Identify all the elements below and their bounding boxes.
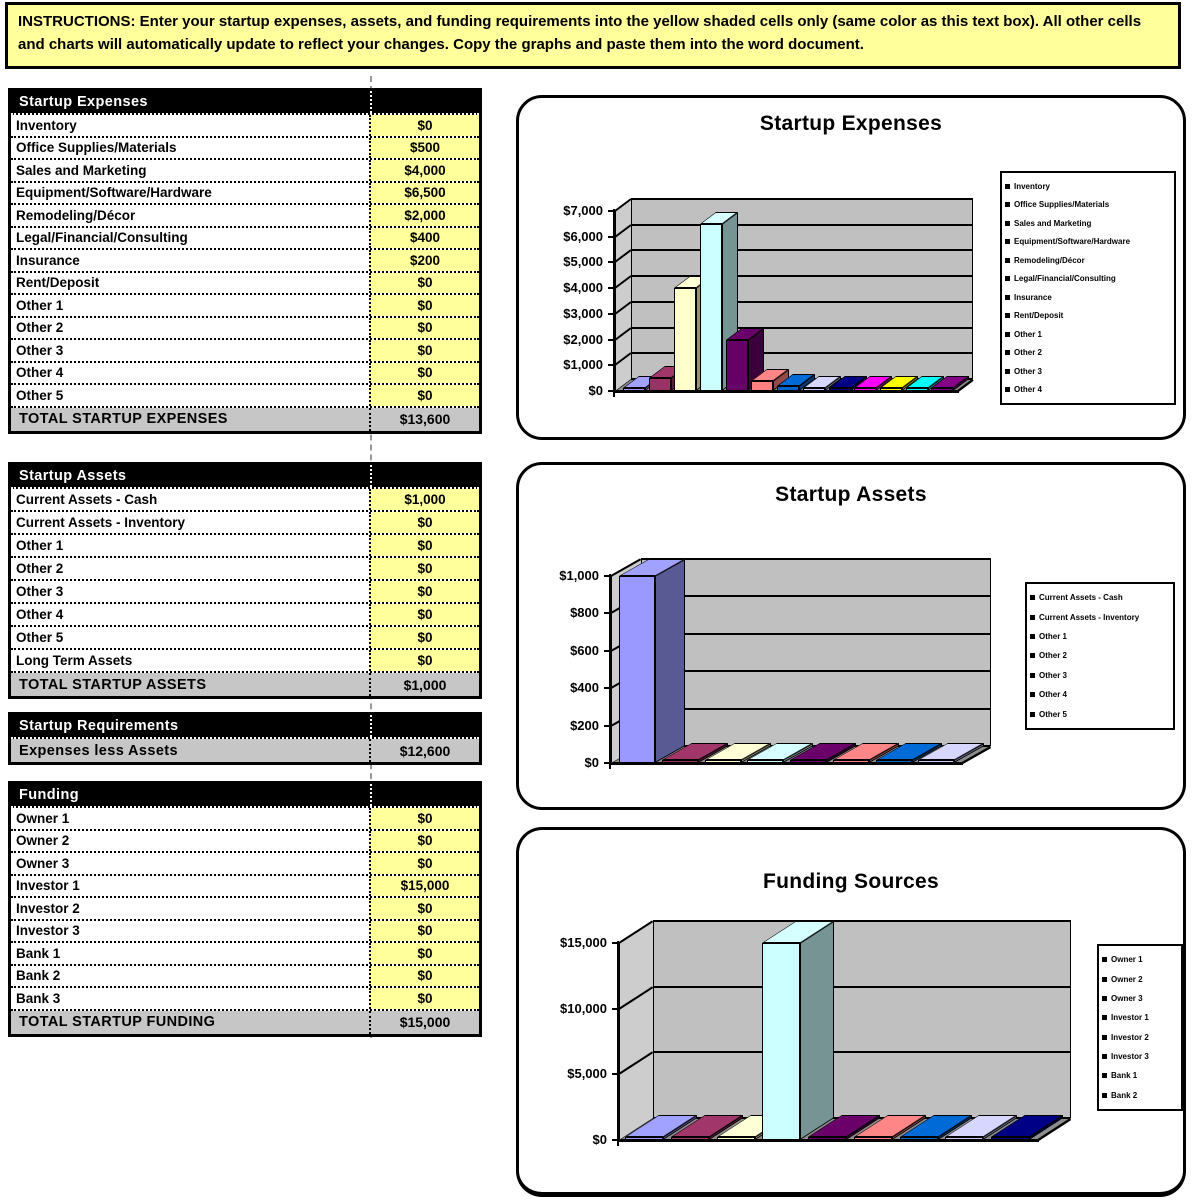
legend-label: Current Assets - Inventory: [1039, 612, 1140, 622]
y-axis-label: $200: [570, 717, 599, 733]
legend-marker-icon: [1030, 692, 1035, 697]
bar-equipment-software-hardware: [700, 224, 722, 391]
legend-item: [1030, 671, 1170, 680]
table-total-row: [11, 673, 479, 696]
input-cell[interactable]: $0: [369, 831, 479, 852]
x-axis-line: [613, 391, 959, 393]
table-header-divider: [370, 465, 372, 487]
legend-label: Inventory: [1014, 181, 1051, 191]
legend-label: Remodeling/Décor: [1014, 255, 1085, 265]
gridline: [653, 920, 1071, 922]
data-table: [8, 781, 482, 1037]
legend-marker-icon: [1005, 276, 1010, 281]
row-label: Other 5: [16, 630, 64, 645]
input-cell[interactable]: $0: [369, 535, 479, 556]
legend-label: Other 1: [1014, 329, 1043, 339]
bar-sales-and-marketing: [674, 288, 696, 391]
table-header-divider: [370, 715, 372, 737]
y-axis-label: $1,000: [559, 568, 599, 583]
table-header: [11, 465, 479, 489]
bar-bank-2: [945, 1137, 983, 1140]
x-axis-line: [609, 763, 963, 765]
legend-marker-icon: [1030, 712, 1035, 717]
legend-marker-icon: [1005, 221, 1010, 226]
bar-side-investor-1: [800, 921, 834, 1140]
legend-item: [1005, 293, 1171, 302]
chart-legend: [1000, 171, 1176, 405]
chart-title: Startup Expenses: [759, 112, 943, 135]
input-cell[interactable]: $0: [369, 898, 479, 919]
table-header-label: Startup Assets: [19, 468, 127, 484]
legend-marker-icon: [1030, 595, 1035, 600]
legend-label: Owner 2: [1111, 974, 1143, 984]
row-label: Bank 1: [16, 945, 61, 961]
chart-panel[interactable]: [516, 827, 1186, 1197]
table-row: [11, 921, 479, 944]
row-label: Owner 1: [16, 810, 70, 826]
legend-label: Owner 3: [1111, 993, 1143, 1003]
bar-office-supplies-materials: [649, 378, 671, 391]
bar-insurance: [777, 386, 799, 391]
bar-legal-financial-consulting: [751, 381, 773, 391]
legend-marker-icon: [1102, 1054, 1107, 1059]
table-header-divider: [370, 91, 372, 113]
bar-other-5: [931, 388, 953, 391]
input-cell[interactable]: $0: [369, 385, 479, 406]
chart-side-wall: [619, 921, 653, 1140]
table-header-label: Startup Expenses: [19, 94, 148, 110]
chart-panel[interactable]: [516, 95, 1186, 440]
gridline: [641, 595, 991, 597]
legend-label: Legal/Financial/Consulting: [1014, 274, 1116, 284]
legend-marker-icon: [1005, 202, 1010, 207]
input-cell[interactable]: $0: [369, 808, 479, 829]
chart-plot: [519, 830, 1183, 1192]
input-cell[interactable]: $0: [369, 273, 479, 294]
legend-marker-icon: [1005, 350, 1010, 355]
legend-item: [1005, 219, 1171, 228]
input-cell[interactable]: $4,000: [369, 160, 479, 181]
y-axis-line: [613, 209, 615, 397]
input-cell[interactable]: $400: [369, 228, 479, 249]
legend-marker-icon: [1030, 634, 1035, 639]
legend-label: Other 3: [1039, 670, 1068, 680]
legend-label: Other 2: [1014, 348, 1043, 358]
row-label: Legal/Financial/Consulting: [16, 230, 188, 246]
total-label: TOTAL STARTUP FUNDING: [19, 1014, 216, 1030]
gridline: [631, 198, 973, 200]
table-row: [11, 831, 479, 854]
legend-label: Equipment/Software/Hardware: [1014, 237, 1131, 247]
legend-item: [1102, 975, 1178, 984]
legend-item: [1102, 1091, 1178, 1100]
legend-item: [1005, 200, 1171, 209]
row-label: Insurance: [16, 252, 80, 268]
input-cell[interactable]: $0: [369, 512, 479, 533]
bar-bank-1: [900, 1137, 938, 1140]
row-label: Sales and Marketing: [16, 162, 147, 178]
y-axis-label: $800: [570, 605, 599, 621]
table-row: [11, 627, 479, 650]
total-value: $15,000: [369, 1011, 479, 1034]
input-cell[interactable]: $6,500: [369, 183, 479, 204]
legend-item: [1102, 1033, 1178, 1042]
table-row: [11, 943, 479, 966]
data-table: [8, 712, 482, 765]
legend-item: [1102, 1052, 1178, 1061]
legend-item: [1005, 330, 1171, 339]
table-header-label: Funding: [19, 787, 79, 803]
data-table: [8, 462, 482, 699]
legend-marker-icon: [1102, 1015, 1107, 1020]
bar-bank-3: [991, 1137, 1029, 1140]
input-cell[interactable]: $0: [369, 650, 479, 671]
legend-item: [1102, 994, 1178, 1003]
y-axis-label: $15,000: [560, 935, 607, 950]
table-row: [11, 581, 479, 604]
row-label: Equipment/Software/Hardware: [16, 185, 212, 201]
bar-other-5: [876, 760, 912, 763]
legend-item: [1005, 182, 1171, 191]
table-row: [11, 535, 479, 558]
y-axis-line: [617, 941, 619, 1146]
chart-back-wall: [653, 921, 1071, 1118]
table-row: [11, 250, 479, 273]
legend-item: [1030, 613, 1170, 622]
table-row: [11, 558, 479, 581]
legend-item: [1102, 1071, 1178, 1080]
bar-other-3: [790, 760, 826, 763]
gridline: [641, 633, 991, 635]
bar-current-assets-cash: [619, 576, 655, 763]
bar-investor-2: [808, 1137, 846, 1140]
legend-marker-icon: [1005, 387, 1010, 392]
input-cell[interactable]: $0: [369, 853, 479, 874]
total-label: Expenses less Assets: [19, 742, 179, 759]
input-cell[interactable]: $500: [369, 138, 479, 159]
y-axis-label: $3,000: [563, 305, 603, 321]
bar-owner-2: [671, 1137, 709, 1140]
table-row: [11, 489, 479, 512]
chart-legend: [1097, 944, 1183, 1111]
row-label: Other 4: [16, 607, 64, 622]
row-label: Owner 2: [16, 833, 70, 849]
y-axis-line: [609, 574, 611, 769]
row-label: Other 5: [16, 387, 64, 403]
x-axis-line: [617, 1140, 1039, 1142]
row-label: Other 4: [16, 365, 64, 381]
legend-item: [1030, 710, 1170, 719]
row-label: Bank 3: [16, 990, 61, 1006]
bar-inventory: [623, 388, 645, 391]
y-axis-label: $0: [592, 1132, 607, 1147]
gridline: [641, 708, 991, 710]
table-row: [11, 604, 479, 627]
legend-label: Other 2: [1039, 651, 1068, 661]
y-axis-label: $400: [570, 680, 599, 696]
table-rows: [11, 115, 479, 408]
legend-item: [1030, 593, 1170, 602]
input-cell[interactable]: $0: [369, 921, 479, 942]
table-header: [11, 715, 479, 739]
bar-rent-deposit: [803, 388, 825, 391]
legend-marker-icon: [1030, 653, 1035, 658]
gridline: [631, 249, 973, 251]
table-row: [11, 273, 479, 296]
legend-label: Rent/Deposit: [1014, 311, 1064, 321]
bar-other-4: [906, 388, 928, 391]
table-row: [11, 115, 479, 138]
bar-other-1: [829, 388, 851, 391]
legend-label: Investor 1: [1111, 1013, 1149, 1023]
bar-other-2: [747, 760, 783, 763]
input-cell[interactable]: $15,000: [369, 876, 479, 897]
table-row: [11, 205, 479, 228]
gridline: [641, 670, 991, 672]
legend-marker-icon: [1005, 184, 1010, 189]
input-cell[interactable]: $0: [369, 363, 479, 384]
table-row: [11, 385, 479, 408]
chart-legend: [1025, 582, 1175, 730]
table-rows: [11, 489, 479, 673]
table-row: [11, 512, 479, 535]
legend-item: [1030, 651, 1170, 660]
bar-other-2: [854, 388, 876, 391]
y-axis-label: $1,000: [563, 357, 603, 373]
table-header-label: Startup Requirements: [19, 718, 179, 734]
gridline: [653, 986, 1071, 988]
legend-label: Investor 2: [1111, 1032, 1149, 1042]
legend-marker-icon: [1005, 239, 1010, 244]
table-row: [11, 138, 479, 161]
row-label: Bank 2: [16, 968, 61, 984]
legend-label: Other 5: [1039, 709, 1068, 719]
input-cell[interactable]: $0: [369, 295, 479, 316]
legend-marker-icon: [1030, 615, 1035, 620]
instructions-box: INSTRUCTIONS: Enter your startup expenses, assets, and funding requirements into the yellow shaded cells only (same color as this text box). All other cells and charts will automatically update to reflect your changes. Copy the graphs and paste them into the word document.: [5, 2, 1181, 69]
legend-item: [1005, 385, 1171, 394]
legend-label: Current Assets - Cash: [1039, 593, 1123, 603]
data-table: [8, 88, 482, 434]
y-axis-label: $5,000: [563, 254, 603, 270]
row-label: Inventory: [16, 117, 77, 133]
row-label: Investor 3: [16, 923, 80, 939]
bar-investor-1: [762, 943, 800, 1140]
y-axis-label: $5,000: [567, 1066, 607, 1082]
legend-label: Investor 3: [1111, 1052, 1149, 1062]
gridline: [653, 1051, 1071, 1053]
row-label: Current Assets - Cash: [16, 492, 158, 507]
legend-item: [1005, 367, 1171, 376]
legend-marker-icon: [1005, 295, 1010, 300]
row-label: Other 2: [16, 561, 64, 576]
legend-label: Other 1: [1039, 632, 1068, 642]
input-cell[interactable]: $0: [369, 558, 479, 579]
legend-marker-icon: [1005, 258, 1010, 263]
chart-title: Funding Sources: [762, 870, 939, 893]
bar-remodeling-d-cor: [726, 340, 748, 391]
chart-title: Startup Assets: [775, 483, 927, 506]
row-label: Investor 2: [16, 900, 80, 916]
legend-label: Other 4: [1039, 690, 1068, 700]
table-row: [11, 898, 479, 921]
bar-other-1: [705, 760, 741, 763]
total-value: $1,000: [369, 673, 479, 696]
legend-marker-icon: [1102, 957, 1107, 962]
total-value: $13,600: [369, 408, 479, 431]
table-row: [11, 295, 479, 318]
table-row: [11, 650, 479, 673]
table-row: [11, 160, 479, 183]
y-axis-label: $0: [588, 383, 603, 398]
legend-item: [1005, 256, 1171, 265]
legend-marker-icon: [1102, 1035, 1107, 1040]
legend-item: [1102, 955, 1178, 964]
legend-marker-icon: [1005, 332, 1010, 337]
bar-owner-3: [717, 1137, 755, 1140]
input-cell[interactable]: $1,000: [369, 489, 479, 510]
table-header-divider: [370, 784, 372, 806]
table-row: [11, 988, 479, 1011]
legend-marker-icon: [1030, 673, 1035, 678]
legend-marker-icon: [1102, 996, 1107, 1001]
table-row: [11, 966, 479, 989]
table-row: [11, 340, 479, 363]
bar-side-current-assets-cash: [655, 559, 685, 763]
legend-marker-icon: [1102, 977, 1107, 982]
legend-marker-icon: [1005, 313, 1010, 318]
table-header: [11, 784, 479, 808]
gridline: [631, 275, 973, 277]
table-total-row: [11, 739, 479, 762]
row-label: Other 1: [16, 538, 64, 553]
row-label: Owner 3: [16, 855, 70, 871]
chart-panel[interactable]: [516, 462, 1186, 810]
legend-item: [1005, 311, 1171, 320]
y-axis-label: $2,000: [563, 331, 603, 347]
total-label: TOTAL STARTUP EXPENSES: [19, 411, 228, 427]
legend-item: [1005, 274, 1171, 283]
y-axis-label: $4,000: [563, 280, 603, 296]
bar-owner-1: [625, 1137, 663, 1140]
y-axis-label: $6,000: [563, 228, 603, 244]
table-row: [11, 363, 479, 386]
bar-long-term-assets: [918, 760, 954, 763]
row-label: Other 3: [16, 342, 64, 358]
legend-item: [1102, 1013, 1178, 1022]
table-total-row: [11, 1011, 479, 1034]
legend-label: Office Supplies/Materials: [1014, 200, 1110, 210]
table-rows: [11, 808, 479, 1011]
input-cell[interactable]: $200: [369, 250, 479, 271]
legend-label: Other 3: [1014, 366, 1043, 376]
input-cell[interactable]: $0: [369, 966, 479, 987]
row-label: Other 1: [16, 297, 64, 313]
table-total-row: [11, 408, 479, 431]
legend-item: [1005, 237, 1171, 246]
legend-marker-icon: [1102, 1073, 1107, 1078]
y-axis-label: $600: [570, 642, 599, 658]
input-cell[interactable]: $0: [369, 115, 479, 136]
row-label: Investor 1: [16, 878, 80, 894]
row-label: Remodeling/Décor: [16, 207, 136, 223]
chart-back-wall: [641, 559, 991, 746]
table-row: [11, 318, 479, 341]
legend-label: Bank 2: [1111, 1090, 1138, 1100]
table-row: [11, 183, 479, 206]
bar-investor-3: [854, 1137, 892, 1140]
legend-item: [1005, 348, 1171, 357]
input-cell[interactable]: $0: [369, 627, 479, 648]
y-axis-label: $0: [584, 755, 599, 770]
legend-marker-icon: [1102, 1093, 1107, 1098]
legend-item: [1030, 632, 1170, 641]
total-label: TOTAL STARTUP ASSETS: [19, 676, 207, 693]
bar-other-3: [880, 388, 902, 391]
bar-current-assets-inventory: [662, 760, 698, 763]
legend-item: [1030, 690, 1170, 699]
y-axis-label: $10,000: [560, 1000, 607, 1016]
input-cell[interactable]: $2,000: [369, 205, 479, 226]
legend-label: Bank 1: [1111, 1071, 1138, 1081]
table-row: [11, 853, 479, 876]
legend-marker-icon: [1005, 369, 1010, 374]
row-label: Office Supplies/Materials: [16, 140, 177, 156]
input-cell[interactable]: $0: [369, 340, 479, 361]
legend-label: Insurance: [1014, 292, 1052, 302]
row-label: Rent/Deposit: [16, 275, 100, 291]
input-cell[interactable]: $0: [369, 604, 479, 625]
legend-label: Owner 1: [1111, 955, 1143, 965]
legend-label: Sales and Marketing: [1014, 218, 1092, 228]
table-row: [11, 228, 479, 251]
total-value: $12,600: [369, 739, 479, 762]
input-cell[interactable]: $0: [369, 943, 479, 964]
input-cell[interactable]: $0: [369, 581, 479, 602]
row-label: Long Term Assets: [16, 653, 133, 668]
row-label: Other 3: [16, 584, 64, 599]
legend-label: Other 4: [1014, 385, 1043, 395]
row-label: Other 2: [16, 320, 64, 336]
table-row: [11, 808, 479, 831]
input-cell[interactable]: $0: [369, 988, 479, 1009]
bar-other-4: [833, 760, 869, 763]
gridline: [641, 558, 991, 560]
table-row: [11, 876, 479, 899]
row-label: Current Assets - Inventory: [16, 515, 186, 530]
y-axis-label: $7,000: [563, 203, 603, 218]
table-header: [11, 91, 479, 115]
input-cell[interactable]: $0: [369, 318, 479, 339]
gridline: [631, 224, 973, 226]
